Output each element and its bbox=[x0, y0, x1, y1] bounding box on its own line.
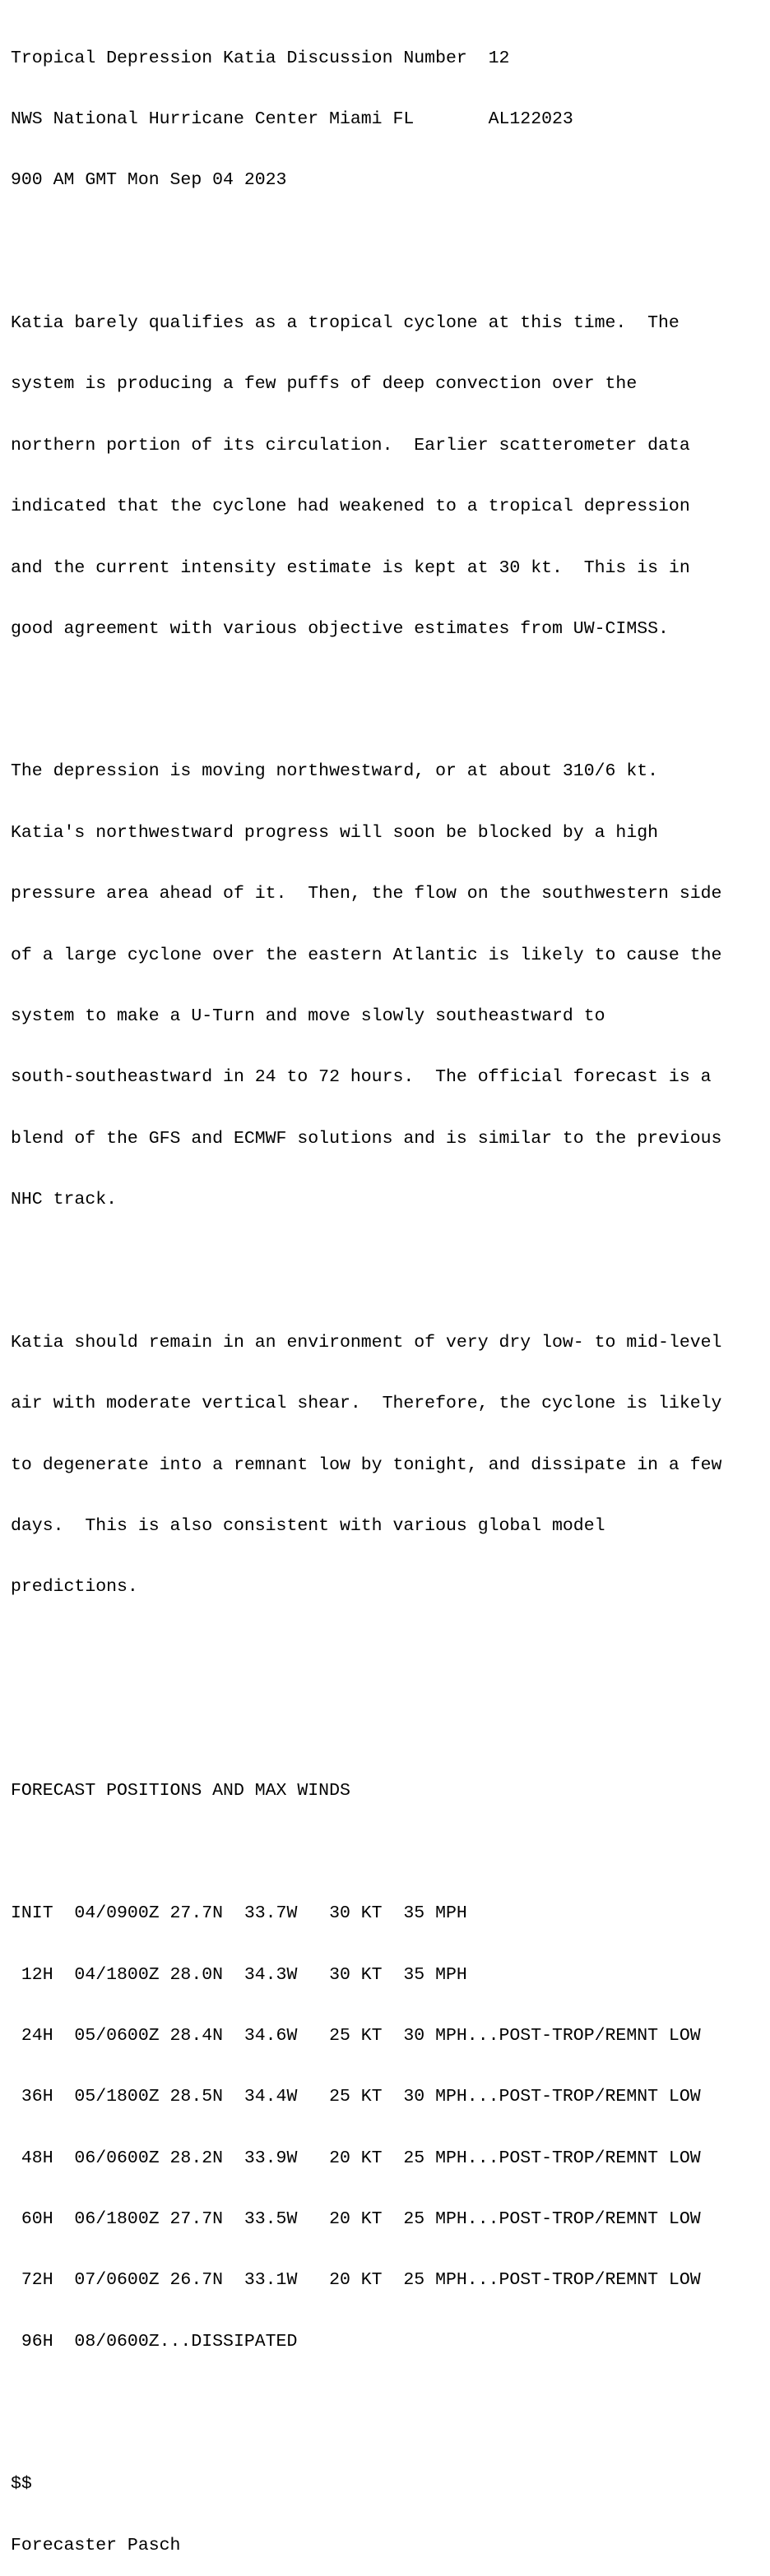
paragraph-3-line: to degenerate into a remnant low by tonight, and dissipate in a few bbox=[11, 1454, 722, 1475]
paragraph-2-line: south-southeastward in 24 to 72 hours. The official forecast is a bbox=[11, 1067, 712, 1088]
paragraph-2-line: system to make a U-Turn and move slowly southeastward to bbox=[11, 1006, 605, 1027]
paragraph-1-line: Katia barely qualifies as a tropical cyclone at this time. The bbox=[11, 312, 680, 333]
end-marker: $$ bbox=[11, 2474, 32, 2495]
header-office-line: NWS National Hurricane Center Miami FL AL122023 bbox=[11, 109, 573, 129]
forecast-row: 48H 06/0600Z 28.2N 33.9W 20 KT 25 MPH...POST-TROP/REMNT LOW bbox=[11, 2148, 701, 2168]
forecast-row: 36H 05/1800Z 28.5N 34.4W 25 KT 30 MPH...POST-TROP/REMNT LOW bbox=[11, 2087, 701, 2107]
paragraph-3-line: predictions. bbox=[11, 1577, 138, 1598]
forecast-row: 60H 06/1800Z 27.7N 33.5W 20 KT 25 MPH...POST-TROP/REMNT LOW bbox=[11, 2209, 701, 2230]
blank-line bbox=[11, 1700, 721, 1720]
blank-line bbox=[11, 232, 721, 252]
blank-line bbox=[11, 680, 721, 701]
header-time-line: 900 AM GMT Mon Sep 04 2023 bbox=[11, 170, 287, 191]
discussion-document bbox=[11, 7, 721, 2576]
paragraph-1-line: northern portion of its circulation. Earlier scatterometer data bbox=[11, 435, 690, 456]
blank-line bbox=[11, 1843, 721, 1863]
forecaster-signature: Forecaster Pasch bbox=[11, 2535, 181, 2555]
paragraph-3-line: days. This is also consistent with various global model bbox=[11, 1515, 605, 1536]
paragraph-1-line: system is producing a few puffs of deep convection over the bbox=[11, 374, 638, 395]
blank-line bbox=[11, 1251, 721, 1272]
paragraph-1-line: good agreement with various objective estimates from UW-CIMSS. bbox=[11, 618, 669, 639]
header-title-line: Tropical Depression Katia Discussion Number 12 bbox=[11, 48, 510, 68]
forecast-row: 24H 05/0600Z 28.4N 34.6W 25 KT 30 MPH...POST-TROP/REMNT LOW bbox=[11, 2025, 701, 2046]
forecast-row: 12H 04/1800Z 28.0N 34.3W 30 KT 35 MPH bbox=[11, 1964, 467, 1985]
paragraph-3-line: Katia should remain in an environment of very dry low- to mid-level bbox=[11, 1332, 722, 1353]
paragraph-2-line: The depression is moving northwestward, or at about 310/6 kt. bbox=[11, 761, 659, 782]
blank-line bbox=[11, 2393, 721, 2413]
paragraph-2-line: NHC track. bbox=[11, 1190, 118, 1210]
paragraph-2-line: of a large cyclone over the eastern Atlantic is likely to cause the bbox=[11, 945, 722, 965]
paragraph-2-line: blend of the GFS and ECMWF solutions and is similar to the previous bbox=[11, 1128, 722, 1149]
forecast-heading: FORECAST POSITIONS AND MAX WINDS bbox=[11, 1781, 350, 1801]
forecast-row: 96H 08/0600Z...DISSIPATED bbox=[11, 2331, 298, 2352]
blank-line bbox=[11, 1639, 721, 1659]
paragraph-1-line: indicated that the cyclone had weakened to a tropical depression bbox=[11, 497, 690, 517]
forecast-row: INIT 04/0900Z 27.7N 33.7W 30 KT 35 MPH bbox=[11, 1903, 467, 1924]
paragraph-2-line: Katia's northwestward progress will soon be blocked by a high bbox=[11, 822, 659, 843]
paragraph-2-line: pressure area ahead of it. Then, the flow on the southwestern side bbox=[11, 884, 722, 904]
forecast-row: 72H 07/0600Z 26.7N 33.1W 20 KT 25 MPH...POST-TROP/REMNT LOW bbox=[11, 2270, 701, 2291]
paragraph-3-line: air with moderate vertical shear. Therefore, the cyclone is likely bbox=[11, 1394, 722, 1414]
paragraph-1-line: and the current intensity estimate is kept at 30 kt. This is in bbox=[11, 557, 690, 578]
